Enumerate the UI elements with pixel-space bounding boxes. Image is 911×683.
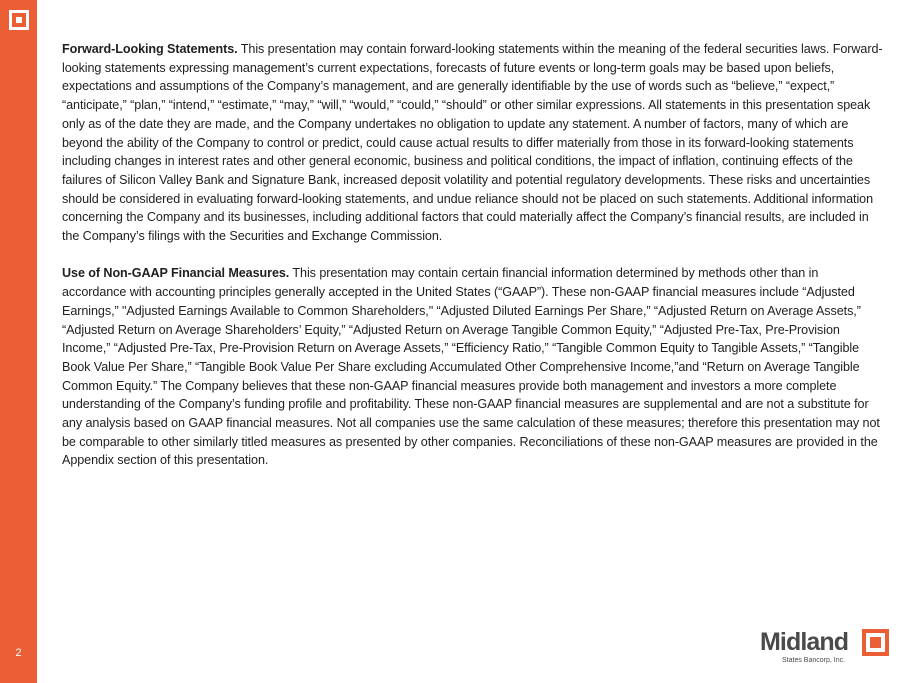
brand-square-icon-core [870,637,881,648]
brand-subtitle: States Bancorp, Inc. [782,657,846,664]
page-number: 2 [15,647,22,659]
non-gaap-measures-paragraph [62,264,884,470]
forward-looking-statements-body: This presentation may contain forward-looking statements within the meaning of the federal securities laws. Forward-looking statements expressing management’s current expectations, forecasts of future events or long-term goals may be based upon beliefs, expectations and assumptions of the Company’s management, and are generally identifiable by the use of words such as “believe,” “expect,” “anticipate,” “plan,” “intend,” “estimate,” “may,” “will,” “would,” “could,” “should” or other similar expressions. All statements in this presentation speak only as of the date they are made, and the Company undertakes no obligation to update any statement. A number of factors, many of which are beyond the ability of the Company to control or predict, could cause actual results to differ materially from those in its forward-looking statements including changes in interest rates and other general economic, business and political conditions, the impact of inflation, continuing effects of the failures of Silicon Valley Bank and Signature Bank, increased deposit volatility and potential regulatory developments. These risks and uncertainties should be considered in evaluating forward-looking statements, and undue reliance should not be placed on such statements. Additional information concerning the Company and its businesses, including additional factors that could materially affect the Company’s financial results, are included in the Company’s filings with the Securities and Exchange Commission. [62,42,883,244]
brand-name: Midland [760,628,849,656]
sidebar-accent-bar [0,0,37,683]
square-logo-icon-core [16,17,22,23]
brand-square-icon [862,629,889,656]
non-gaap-measures-heading: Use of Non-GAAP Financial Measures. [62,266,290,281]
non-gaap-measures-body: This presentation may contain certain financial information determined by methods other than in accordance with accounting principles generally accepted in the United States (“GAAP”). These non-GAAP financial measures include “Adjusted Earnings,” "Adjusted Earnings Available to Common Shareholders," “Adjusted Diluted Earnings Per Share,” “Adjusted Return on Average Assets,” “Adjusted Return on Average Shareholders’ Equity,” “Adjusted Return on Average Tangible Common Equity,” “Adjusted Pre-Tax, Pre-Provision Income,” “Adjusted Pre-Tax, Pre-Provision Return on Average Assets,” “Efficiency Ratio,” “Tangible Common Equity to Tangible Assets,” “Tangible Book Value Per Share,” “Tangible Book Value Per Share excluding Accumulated Other Comprehensive Income,”and “Return on Average Tangible Common Equity.” The Company believes that these non-GAAP financial measures provide both management and investors a more complete understanding of the Company’s funding profile and profitability. These non-GAAP financial measures are supplemental and are not a substitute for any analysis based on GAAP financial measures. Not all companies use the same calculation of these measures; therefore this presentation may not be comparable to other similarly titled measures as presented by other companies. Reconciliations of these non-GAAP measures are provided in the Appendix section of this presentation. [62,266,880,468]
square-logo-icon [9,10,29,30]
forward-looking-statements-heading: Forward-Looking Statements. [62,42,238,56]
brand-square-icon-ring [866,633,885,652]
midland-brand-logo [760,627,892,671]
square-logo-icon-ring [12,13,26,27]
disclaimer-content [62,40,884,489]
forward-looking-statements-paragraph [62,40,884,246]
